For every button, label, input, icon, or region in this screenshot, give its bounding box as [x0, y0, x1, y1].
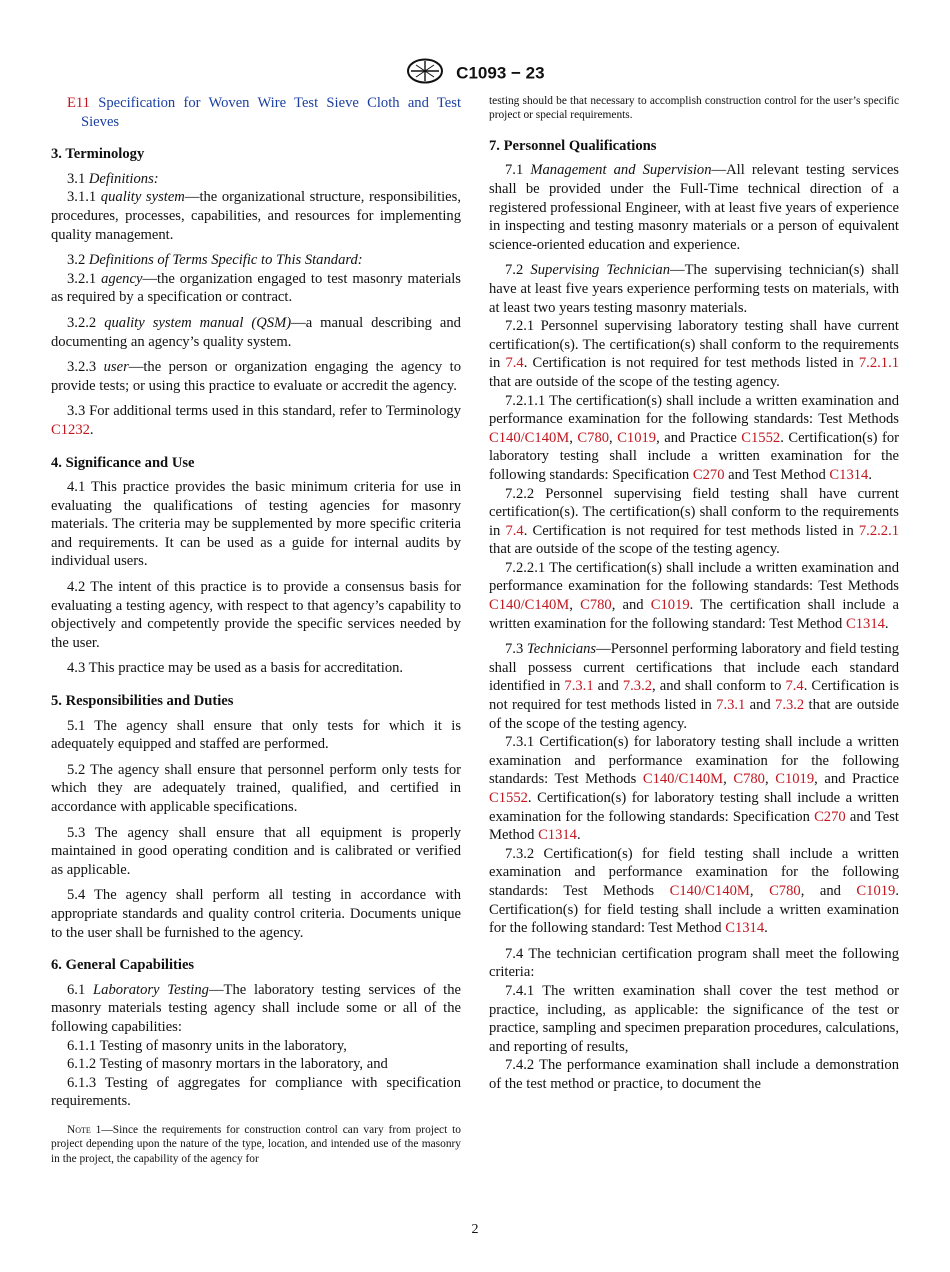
- link-c780[interactable]: C780: [577, 429, 610, 446]
- link-c140[interactable]: C140/C140M: [642, 771, 724, 788]
- link-c140[interactable]: C140/C140M: [489, 597, 570, 614]
- para-7-2: 7.2 Supervising Technician—The supervising technician(s) shall have at least five years experience performing tests on materials, with at least two years testing masonry materials.: [489, 262, 900, 316]
- para-4-2: 4.2 The intent of this practice is to provide a consensus basis for evaluating a testing agency, with respect to that agency’s capability to objectively and competently provide the specific services needed by the user.: [51, 579, 461, 651]
- link-7-4[interactable]: 7.4: [785, 678, 804, 695]
- para-5-3: 5.3 The agency shall ensure that all equipment is properly maintained in good operating condition and is calibrated or verified as applicable.: [51, 824, 461, 878]
- link-c1314[interactable]: C1314: [829, 466, 869, 483]
- reference-e11: [51, 94, 461, 131]
- link-c1314[interactable]: C1314: [846, 615, 885, 632]
- para-7-1: 7.1 Management and Supervision—All relevant testing services shall be provided under the Full-Time technical direction of a registered professional Engineer, with at least five years of experience in inspecting and testing masonry materials or a person of equivalent science-oriented education and experience.: [489, 162, 899, 253]
- para-4-3: 4.3 This practice may be used as a basis for accreditation.: [67, 660, 404, 677]
- link-7-2-1-1[interactable]: 7.2.1.1: [858, 355, 900, 372]
- section-3-heading: 3. Terminology: [51, 146, 145, 163]
- ref-code[interactable]: E11: [67, 95, 90, 111]
- left-column: [51, 94, 461, 1166]
- note-1: Note 1—Since the requirements for construction control can vary from project to project depending upon the nature of the type, location, and intended use of the masonry in the project, the capability of the agency for: [51, 1123, 461, 1165]
- para-5-1: 5.1 The agency shall ensure that only tests for which it is adequately equipped and staffed are performed.: [51, 717, 461, 753]
- para-5-2: 5.2 The agency shall ensure that personnel perform only tests for which they are adequately trained, qualified, and certified in accordance with applicable specifications.: [51, 761, 461, 815]
- para-7-3-1: 7.3.1 Certification(s) for laboratory testing shall include a written examination and performance examination for the following standards: Test Methods C140/C140M, C780, C1019, and Practice C1552. Certification(s) for laboratory testing shall include a written examination for the following standards: Specification C270 and Test Method C1314.: [489, 734, 900, 844]
- astm-logo-icon: [405, 58, 445, 89]
- para-7-4-2: 7.4.2 The performance examination shall include a demonstration of the test method or practice, to document the: [489, 1057, 899, 1092]
- note-1-continued: testing should be that necessary to accomplish construction control for the user’s specific project or special requirements.: [489, 95, 899, 122]
- link-c780[interactable]: C780: [769, 882, 801, 899]
- para-3-2-2: 3.2.2 quality system manual (QSM)—a manual describing and documenting an agency’s quality system.: [51, 314, 461, 350]
- link-7-3-1[interactable]: 7.3.1: [716, 697, 746, 714]
- para-7-2-2: 7.2.2 Personnel supervising field testing shall have current certification(s). The certification(s) shall conform to the requirements in 7.4. Certification is not required for test methods listed in 7.2.2.1 that are outside of the scope of the testing agency.: [489, 485, 900, 558]
- link-c1019[interactable]: C1019: [775, 771, 815, 788]
- link-c1232[interactable]: C1232: [51, 421, 90, 438]
- section-6-heading: 6. General Capabilities: [51, 957, 195, 974]
- para-5-4: 5.4 The agency shall perform all testing in accordance with appropriate standards and quality control criteria. Documents unique to the user shall be furnished to the agency.: [51, 887, 461, 941]
- link-c1314[interactable]: C1314: [725, 920, 765, 937]
- right-column: [489, 94, 899, 1094]
- section-7-heading: 7. Personnel Qualifications: [489, 137, 657, 154]
- para-3-1: 3.1 Definitions:: [67, 170, 159, 187]
- para-6-1-3: 6.1.3 Testing of aggregates for compliance with specification requirements.: [51, 1074, 461, 1110]
- section-4-heading: 4. Significance and Use: [51, 454, 195, 471]
- link-c1552[interactable]: C1552: [741, 429, 781, 446]
- para-6-1-2: 6.1.2 Testing of masonry mortars in the laboratory, and: [67, 1056, 388, 1073]
- document-header: [0, 58, 950, 89]
- para-7-2-1-1: 7.2.1.1 The certification(s) shall include a written examination and performance examination for the following standards: Test Methods C140/C140M, C780, C1019, and Practice C1552. Certification(s) for laboratory testing shall include a written examination for the following standards: Specification C270 and Test Method C1314.: [489, 392, 899, 483]
- para-7-4-1: 7.4.1 The written examination shall cover the test method or practice, including, as applicable: the significance of the test or practice, sampling and specimen preparation procedures, calculations, and reporting of results,: [489, 982, 899, 1055]
- link-c1552[interactable]: C1552: [489, 790, 528, 806]
- link-c1019[interactable]: C1019: [650, 597, 690, 614]
- para-4-1: 4.1 This practice provides the basic minimum criteria for use in evaluating the qualifications of testing agencies for masonry materials. The criteria may be supplemented by more specific criteria and requirements. It can be used as a guide for internal audits by individual users.: [51, 479, 461, 570]
- link-c780[interactable]: C780: [733, 771, 765, 788]
- link-c270[interactable]: C270: [814, 808, 846, 825]
- link-7-3-1[interactable]: 7.3.1: [564, 678, 594, 695]
- link-c140[interactable]: C140/C140M: [669, 882, 750, 899]
- para-3-3: 3.3 For additional terms used in this standard, refer to Terminology C1232.: [51, 403, 461, 438]
- link-c1019[interactable]: C1019: [856, 882, 896, 899]
- para-7-2-2-1: 7.2.2.1 The certification(s) shall include a written examination and performance examination for the following standards: Test Methods C140/C140M, C780, and C1019. The certification shall include a written examination for the following standard: Test Method C1314.: [489, 559, 899, 632]
- para-3-1-1: 3.1.1 quality system—the organizational structure, responsibilities, procedures, processes, capabilities, and resources for implementing quality management.: [51, 189, 461, 243]
- link-7-3-2[interactable]: 7.3.2: [622, 678, 653, 695]
- link-7-4[interactable]: 7.4: [505, 355, 524, 372]
- ref-title[interactable]: Specification for Woven Wire Test Sieve Cloth and Test Sieves: [81, 95, 461, 130]
- link-7-3-2[interactable]: 7.3.2: [775, 697, 805, 714]
- link-c140[interactable]: C140/C140M: [489, 429, 570, 446]
- para-3-2-1: 3.2.1 agency—the organization engaged to test masonry materials as required by a specification or contract.: [51, 270, 461, 306]
- section-5-heading: 5. Responsibilities and Duties: [51, 693, 234, 710]
- para-7-3: 7.3 Technicians—Personnel performing laboratory and field testing shall possess current certifications that include each standard identified in 7.3.1 and 7.3.2, and shall conform to 7.4. Certification is not required for test methods listed in 7.3.1 and 7.3.2 that are outside of the scope of the testing agency.: [489, 641, 899, 732]
- link-c780[interactable]: C780: [580, 597, 612, 614]
- para-7-3-2: 7.3.2 Certification(s) for field testing shall include a written examination and performance examination for the following standards: Test Methods C140/C140M, C780, and C1019. Certification(s) for field testing shall include a written examination for the following standard: Test Method C1314.: [489, 845, 899, 937]
- para-3-2: 3.2 Definitions of Terms Specific to This Standard:: [67, 252, 363, 269]
- para-3-2-3: 3.2.3 user—the person or organization engaging the agency to provide tests; or using this practice to evaluate or accredit the agency.: [51, 359, 461, 394]
- link-c270[interactable]: C270: [692, 466, 725, 483]
- para-7-4: 7.4 The technician certification program shall meet the following criteria:: [489, 945, 899, 981]
- link-7-2-2-1[interactable]: 7.2.2.1: [858, 522, 900, 539]
- para-7-2-1: 7.2.1 Personnel supervising laboratory testing shall have current certification(s). The certification(s) shall conform to the requirements in 7.4. Certification is not required for test methods listed in 7.2.1.1 that are outside of the scope of the testing agency.: [489, 318, 900, 390]
- link-7-4[interactable]: 7.4: [505, 522, 524, 539]
- link-c1314[interactable]: C1314: [538, 827, 577, 844]
- standard-designation: C1093 − 23: [456, 63, 545, 83]
- para-6-1: 6.1 Laboratory Testing—The laboratory testing services of the masonry materials testing agency shall include some or all of the following capabilities:: [51, 981, 462, 1035]
- link-c1019[interactable]: C1019: [617, 429, 657, 446]
- page-number: 2: [471, 1222, 479, 1237]
- para-6-1-1: 6.1.1 Testing of masonry units in the laboratory,: [67, 1037, 347, 1054]
